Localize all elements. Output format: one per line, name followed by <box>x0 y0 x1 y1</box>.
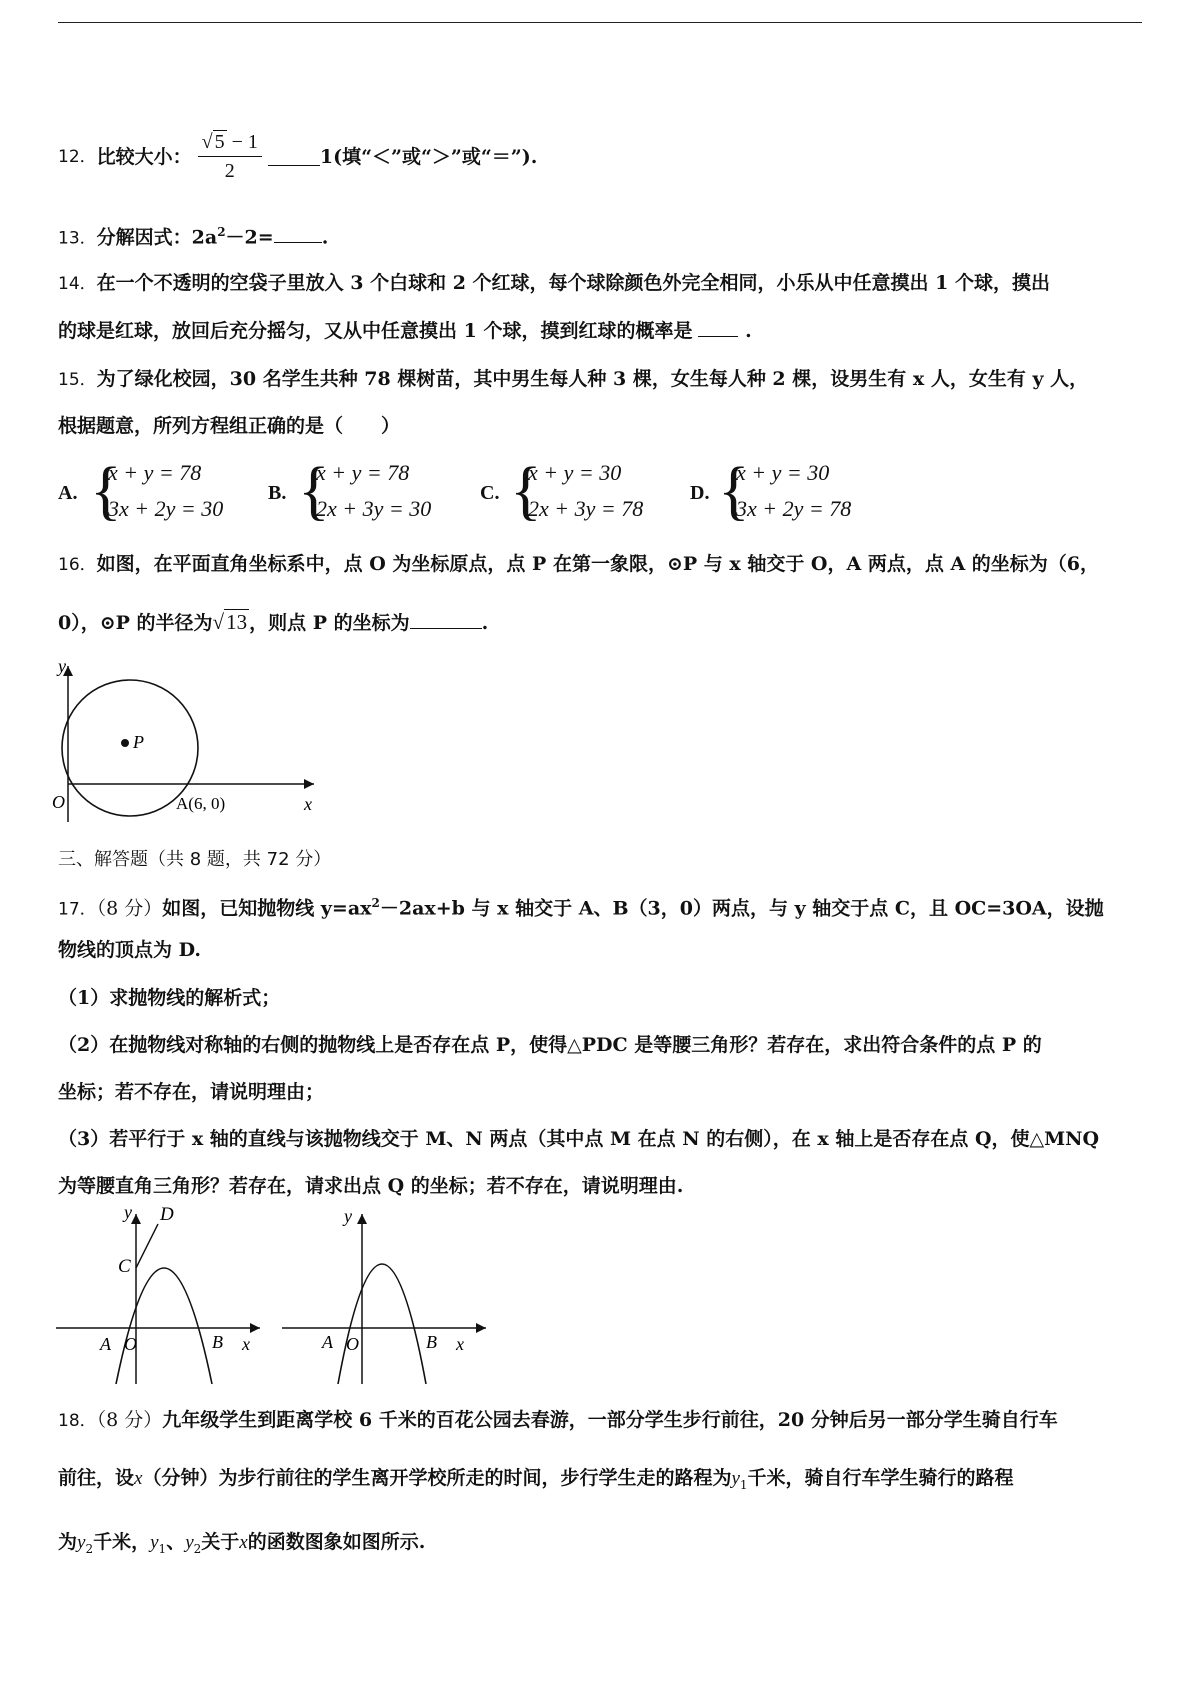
question-17-part2: （2）在抛物线对称轴的右侧的抛物线上是否存在点 P，使得△PDC 是等腰三角形？若存在，求出符合条件的点 P 的 <box>58 1034 1042 1056</box>
origin-label: O <box>124 1334 137 1354</box>
question-17-line2: 物线的顶点为 D. <box>58 939 202 961</box>
question-17: 17．（8 分）如图，已知抛物线 $y=ax^2-2ax+b$ 与 x 轴交于 A、B（3，0）两点，与 y 轴交于点 C，且 OC=3OA，设抛 <box>58 896 1104 920</box>
option-b[interactable] <box>268 454 448 532</box>
question-suffix: 1(填“＜”或“＞”或“＝”). <box>319 145 538 168</box>
question-12 <box>58 130 537 183</box>
answer-blank <box>698 318 738 337</box>
y-axis-arrow-icon <box>357 1214 367 1224</box>
question-number: 16． <box>58 555 97 575</box>
question-17-part2-line2: 坐标；若不存在，请说明理由； <box>58 1081 325 1103</box>
question-18-line3: 为$y_2$千米，$y_1$、$y_2$关于x的函数图象如图所示. <box>58 1531 426 1556</box>
question-15-line2: 根据题意，所列方程组正确的是（ ） <box>58 415 401 437</box>
brace-icon: { <box>510 454 542 527</box>
brace-icon: { <box>718 454 750 527</box>
equation: 2x + 3y = 30 <box>316 496 432 521</box>
parabola-figure-2 <box>282 1200 492 1386</box>
y-label: y <box>58 658 66 676</box>
option-a[interactable] <box>58 454 238 532</box>
question-text: 比较大小： <box>96 145 192 168</box>
question-15 <box>58 367 1088 392</box>
x-label: x <box>304 794 312 814</box>
x-axis-arrow-icon <box>250 1323 260 1333</box>
y-axis-arrow-icon <box>131 1214 141 1224</box>
option-letter: B. <box>268 482 287 504</box>
question-number: 18． <box>58 1411 97 1431</box>
point-p <box>121 739 129 747</box>
y-label: y <box>344 1206 352 1226</box>
fraction: $\frac{√ 5 - 1}{2}$ <box>198 130 262 183</box>
parabola <box>338 1264 426 1384</box>
origin-label: O <box>346 1334 359 1354</box>
header-rule <box>58 22 1142 23</box>
parabola-figure-1 <box>56 1200 266 1386</box>
equation: 3x + 2y = 78 <box>736 496 852 521</box>
question-number: 15． <box>58 370 97 390</box>
parabola <box>116 1268 212 1384</box>
question-18 <box>58 1408 1058 1433</box>
section-heading: 三、解答题（共 8 题，共 72 分） <box>58 849 332 870</box>
point-p-label: P <box>133 732 144 752</box>
origin-label: O <box>52 792 65 812</box>
option-letter: D. <box>690 482 710 504</box>
equation: 3x + 2y = 30 <box>108 496 224 521</box>
question-text: 分解因式：2a <box>96 226 218 249</box>
question-14 <box>58 271 1050 296</box>
brace-icon: { <box>298 454 330 527</box>
circle-figure <box>52 658 322 822</box>
brace-icon: { <box>90 454 122 527</box>
question-number: 13． <box>58 228 97 249</box>
question-16 <box>58 552 1099 577</box>
question-text: 如图，在平面直角坐标系中，点 O 为坐标原点，点 P 在第一象限，⊙P 与 x 轴交于 O，A 两点，点 A 的坐标为（6， <box>96 553 1100 575</box>
equation: x + y = 78 <box>316 460 410 485</box>
answer-blank <box>268 147 320 166</box>
equation: x + y = 30 <box>736 460 830 485</box>
question-17-part1: （1）求抛物线的解析式； <box>58 987 281 1009</box>
option-c[interactable] <box>480 454 660 532</box>
segment-cd <box>136 1224 158 1268</box>
option-d[interactable] <box>690 454 870 532</box>
score: （8 分） <box>96 897 163 920</box>
question-number: 14． <box>58 274 97 294</box>
point-d-label: D <box>160 1204 174 1225</box>
question-text: 为了绿化校园，30 名学生共种 78 棵树苗，其中男生每人种 3 棵，女生每人种 2 棵，设男生有 x 人，女生有 y 人， <box>96 368 1089 390</box>
question-13: 13．分解因式：$2a^2-2=$ . <box>58 225 329 249</box>
y-label: y <box>124 1202 132 1222</box>
answer-blank <box>274 224 322 243</box>
point-b-label: B <box>426 1332 437 1352</box>
x-label: x <box>456 1334 464 1354</box>
point-a-label: A <box>100 1334 111 1354</box>
x-axis-arrow-icon <box>304 779 314 789</box>
equation: 2x + 3y = 78 <box>528 496 644 521</box>
option-letter: C. <box>480 482 500 504</box>
point-a-label: A(6, 0) <box>176 794 226 813</box>
question-17-part3-line2: 为等腰直角三角形？若存在，请求出点 Q 的坐标；若不存在，请说明理由. <box>58 1175 684 1197</box>
question-18-line2: 前往，设x（分钟）为步行前往的学生离开学校所走的时间，步行学生走的路程为$y_1$千米，骑自行车学生骑行的路程 <box>58 1467 1014 1492</box>
answer-blank <box>410 610 482 629</box>
x-label: x <box>242 1334 250 1354</box>
question-number: 17． <box>58 899 97 920</box>
denominator: 2 <box>224 160 235 182</box>
point-b-label: B <box>212 1332 223 1352</box>
x-axis-arrow-icon <box>476 1323 486 1333</box>
question-14-line2: 的球是红球，放回后充分摇匀，又从中任意摸出 1 个球，摸到红球的概率是 . <box>58 320 752 342</box>
question-16-line2: 0），⊙P 的半径为√13 ，则点 P 的坐标为 . <box>58 610 489 634</box>
radicand: 5 <box>214 131 225 153</box>
question-text: 如图，已知抛物线 y=ax <box>162 897 372 920</box>
option-letter: A. <box>58 482 78 504</box>
question-number: 12． <box>58 146 97 167</box>
question-text: 在一个不透明的空袋子里放入 3 个白球和 2 个红球，每个球除颜色外完全相同，小乐从中任意摸出 1 个球，摸出 <box>96 272 1050 294</box>
radical: √13 <box>212 610 248 634</box>
equation: x + y = 78 <box>108 460 202 485</box>
question-text: 九年级学生到距离学校 6 千米的百花公园去春游，一部分学生步行前往，20 分钟后另一部分学生骑自行车 <box>162 1409 1058 1431</box>
point-a-label: A <box>322 1332 333 1352</box>
score: （8 分） <box>96 1409 163 1431</box>
point-c-label: C <box>118 1256 131 1277</box>
equation: x + y = 30 <box>528 460 622 485</box>
question-17-part3: （3）若平行于 x 轴的直线与该抛物线交于 M、N 两点（其中点 M 在点 N 的右侧），在 x 轴上是否存在点 Q，使△MNQ <box>58 1128 1100 1150</box>
